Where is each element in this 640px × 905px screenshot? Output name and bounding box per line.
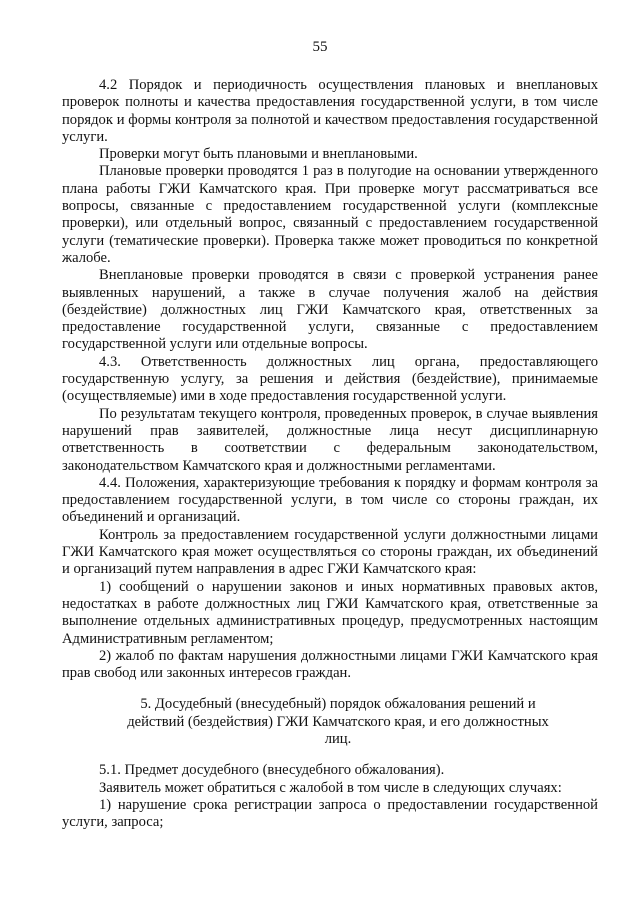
paragraph-planned-checks: Плановые проверки проводятся 1 раз в полугодие на основании утвержденного плана работы ГЖИ Камчатского края. При проверке могут рассматриваться все вопросы, связанные с предоставлением государственной услуги (комплексные проверки), или отдельный вопрос, связанный с предоставлением государственной услуги (тематические проверки). Проверка также может проводиться по конкретной жалобе. [62,163,598,266]
document-body [62,77,598,831]
paragraph-checks-types: Проверки могут быть плановыми и внеплановыми. [99,146,418,163]
page-number: 55 [312,39,328,55]
paragraph-4-2: 4.2 Порядок и периодичность осуществления плановых и внеплановых проверок полноты и качества предоставления государственной услуги, в том числе порядок и формы контроля за полнотой и качеством предоставления государственной услуги. [62,77,598,145]
paragraph-unplanned-checks: Внеплановые проверки проводятся в связи с проверкой устранения ранее выявленных нарушений, а также в случае получения жалоб на действия (бездействие) должностных лиц ГЖИ Камчатского края, ответственных за предоставление государственной услуги, связанные с предоставлением государственной услуги или отдельные вопросы. [62,267,598,353]
paragraph-4-3: 4.3. Ответственность должностных лиц органа, предоставляющего государственную услугу, за решения и действия (бездействие), принимаемые (осуществляемые) ими в ходе предоставления государственной услуги. [62,353,598,405]
paragraph-complaint-cases: Заявитель может обратиться с жалобой в том числе в следующих случаях: [99,779,562,796]
paragraph-5-1: 5.1. Предмет досудебного (внесудебного обжалования). [99,762,445,779]
section-5-heading: 5. Досудебный (внесудебный) порядок обжалования решений и действий (бездействия) ГЖИ Камчатского края, и его должностных лиц. [127,696,549,747]
paragraph-citizen-control: Контроль за предоставлением государственной услуги должностными лицами ГЖИ Камчатского края может осуществляться со стороны граждан, их объединений и организаций путем направления в адрес ГЖИ Камчатского края: [62,526,598,578]
list-item-complaints: 2) жалоб по фактам нарушения должностными лицами ГЖИ Камчатского края прав свобод или законных интересов граждан. [62,647,598,682]
paragraph-control-results: По результатам текущего контроля, проведенных проверок, в случае выявления нарушений прав заявителей, должностные лица несут дисциплинарную ответственность в соответствии с федеральным законодательством, законодательством Камчатского края и должностными регламентами. [62,405,598,474]
paragraph-4-4: 4.4. Положения, характеризующие требования к порядку и формам контроля за предоставлением государственной услуги, в том числе со стороны граждан, их объединений и организаций. [62,474,598,526]
list-item-messages: 1) сообщений о нарушении законов и иных нормативных правовых актов, недостатках в работе должностных лиц ГЖИ Камчатского края, ответственные за выполнение отдельных административных процедур, предусмотренных настоящим Административным регламентом; [62,578,598,647]
list-item-registration-delay: 1) нарушение срока регистрации запроса о предоставлении государственной услуги, запроса; [62,796,598,831]
